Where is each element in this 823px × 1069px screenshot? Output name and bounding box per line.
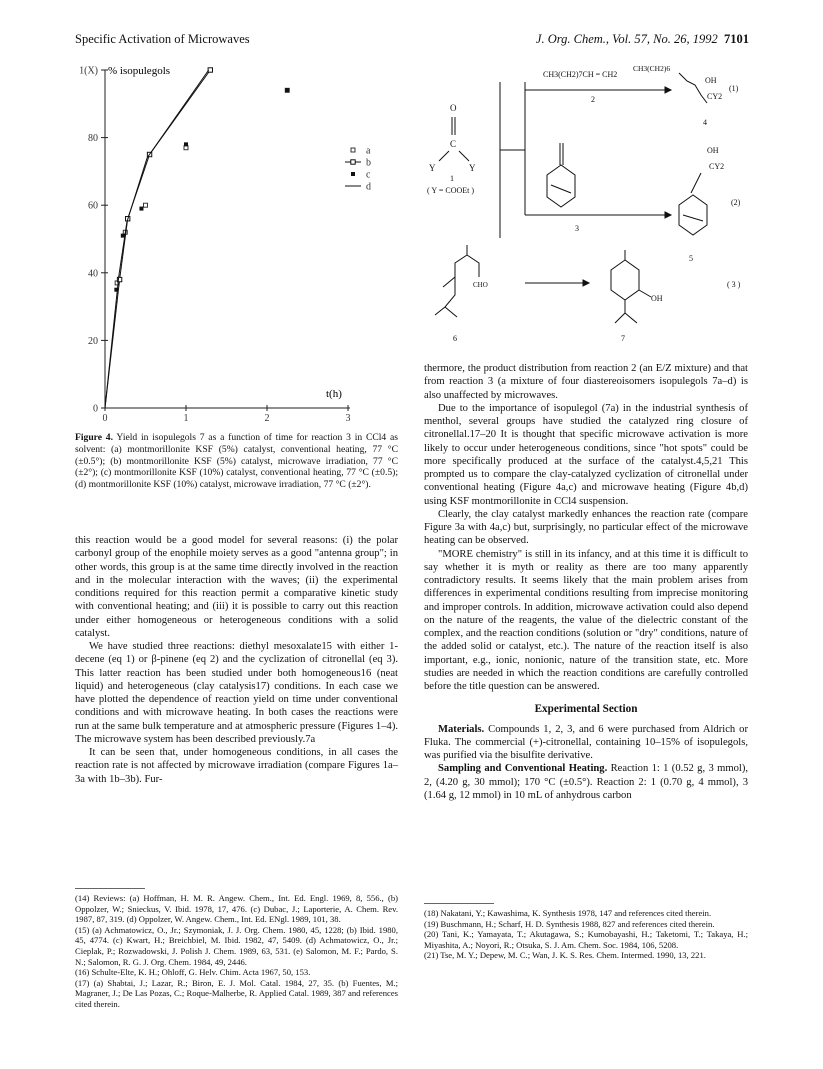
chart-legend bbox=[345, 146, 371, 193]
x-axis-label: t(h) bbox=[326, 388, 342, 400]
y-tick-label: 1(X) bbox=[79, 65, 98, 77]
product-5-cy2: CY2 bbox=[709, 162, 725, 171]
data-point bbox=[144, 203, 148, 207]
footnote: (20) Tani, K.; Yamayata, T.; Akutagawa, S.; Kumobayashi, H.; Taketomi, T.; Takaya, H.; Miyashita, A.; Noyori, R.; Otsuka, S. J. Am. Chem. Soc. 1984, 106, 5208. bbox=[424, 929, 748, 950]
legend-marker bbox=[351, 172, 355, 176]
x-tick-label: 3 bbox=[345, 413, 351, 424]
right-paragraph: "MORE chemistry" is still in its infancy, and at this time it is difficult to say whether it is myth or reality as there are too many apparently contradictory results. It seems likely that the main problem arises from differences in experimental conditions resulting from imprecise monitoring and improper controls. In addition, microwave activation could also depend on the nature of the reagents, the value of the dielectric constant of the complex, and the reaction conditions (solution or "dry" conditions, nature of the added solid or catalyst, etc.). The nature of the reaction itself is also important, e.g., ionic, nonionic, nature of the transition state, etc. More studies are needed in which the reaction conditions are carefully controlled before the title question can be answered. bbox=[424, 548, 748, 692]
eq-3-label: ( 3 ) bbox=[727, 280, 741, 289]
footnote: (17) (a) Shabtai, J.; Lazar, R.; Biron, E. J. Mol. Catal. 1984, 27, 35. (b) Fuentes, M.; Magraner, J.; De Las Pozas, C.; Roque-Malherbe, R. Applied Catal. 1989, 387 and references cited therein. bbox=[75, 977, 398, 1009]
series-d-line bbox=[105, 70, 209, 408]
materials-label: Materials. bbox=[438, 723, 485, 735]
series-b-line bbox=[105, 70, 210, 408]
series-a bbox=[115, 88, 289, 285]
left-paragraph: We have studied three reactions: diethyl mesoxalate15 with either 1-decene (eq 1) or β-pinene (eq 2) and the cyclization of citronellal (eq 3). This latter reaction has been studied under both homogeneous16 (neat liquid) and heterogeneous (clay catalysis17) conditions. In each case we have plotted the dependence of reaction yield on time under conventional conditions and with microwave heating. In both cases the reactions were run at the same bulk temperature and at atmospheric pressure (Figures 1–4). The microwave system has been described previously.7a bbox=[75, 641, 398, 745]
series-b bbox=[105, 68, 213, 408]
footnote: (15) (a) Achmatowicz, O., Jr.; Szymoniak, J. J. Org. Chem. 1980, 45, 1228; (b) Ibid. 1980, 45, 4774. (c) Kwart, H.; Breichbiel, M. Ibid. 1982, 47, 5409. (d) Achmatowicz, O., Jr.; Cieplak, P.; Rozwadowski, J. Polish J. Chem. 1989, 63, 531. (e) Salomon, M. F.; Pardo, S. N.; Salomon, R. G. J. Org. Chem. 1984, 49, 2446. bbox=[75, 924, 398, 967]
footnote: (18) Nakatani, Y.; Kawashima, K. Synthesis 1978, 147 and references cited therein. bbox=[424, 908, 712, 918]
chart-series bbox=[105, 68, 289, 408]
series-d bbox=[105, 70, 209, 408]
scheme-y-right: Y bbox=[469, 163, 476, 173]
eq-1-label: (1) bbox=[729, 84, 739, 93]
product-4-oh: OH bbox=[705, 76, 717, 85]
x-tick-label: 1 bbox=[183, 413, 189, 424]
product-5-label: 5 bbox=[689, 254, 693, 263]
product-4-label: 4 bbox=[703, 118, 707, 127]
footnote: (16) Schulte-Elte, K. H.; Ohloff, G. Helv. Chim. Acta 1967, 50, 153. bbox=[75, 967, 311, 978]
data-point bbox=[184, 142, 188, 146]
left-column-body bbox=[75, 534, 398, 786]
compound-6-label: 6 bbox=[453, 334, 457, 343]
legend-label-a: a bbox=[366, 145, 371, 157]
materials-paragraph bbox=[424, 723, 748, 763]
reaction-scheme bbox=[415, 55, 750, 355]
figure-4-caption bbox=[75, 432, 398, 491]
data-point bbox=[208, 68, 212, 72]
product-4-cy2: CY2 bbox=[707, 92, 723, 101]
sampling-label: Sampling and Conventional Heating. bbox=[438, 763, 608, 775]
eq-2-label: (2) bbox=[731, 198, 741, 207]
sampling-text: Reaction 1: 1 (0.52 g, 3 mmol), 2, (4.20 g, 30 mmol); 170 °C (±0.5°). Reaction 2: 1 (0.70 g, 4 mmol), 3 (1.64 g, 12 mmol) in 10 mL of anhydrous carbon bbox=[424, 763, 748, 801]
scheme-y-left: Y bbox=[429, 163, 436, 173]
scheme-c: C bbox=[450, 139, 457, 149]
compound-7-label: 7 bbox=[621, 334, 625, 343]
footnote: (14) Reviews: (a) Hoffman, H. M. R. Angew. Chem., Int. Ed. Engl. 1969, 8, 556., (b) Oppolzer, W.; Snieckus, V. Ibid. 1978, 17, 476. (c) Dubac, J.; Laporterie, A. Chem. Rev. 1987, 87, 319. (d) Oppolzer, W. Angew. Chem., Int. Ed. ENgl. 1989, 101, 38. bbox=[75, 893, 398, 925]
chart-axes bbox=[105, 70, 350, 408]
legend-marker bbox=[351, 148, 355, 152]
y-tick-label: 40 bbox=[88, 268, 98, 280]
right-paragraph: thermore, the product distribution from reaction 2 (an E/Z mixture) and that from reaction 3 (a mixture of four diastereoisomers isopulegols 7a–d) is also unaffected by microwaves. bbox=[424, 363, 748, 401]
series-c bbox=[114, 88, 289, 291]
reagent-3-label: 3 bbox=[575, 224, 579, 233]
chart-ticks bbox=[79, 66, 350, 425]
data-point bbox=[285, 88, 289, 92]
footnotes-left bbox=[75, 893, 398, 1010]
x-tick-label: 2 bbox=[264, 413, 270, 424]
figure-4-chart bbox=[68, 58, 398, 428]
right-column-body bbox=[424, 362, 748, 802]
legend-label-b: b bbox=[366, 157, 371, 169]
right-paragraph: Clearly, the clay catalyst markedly enhances the reaction rate (compare Figure 3a with 4a,c) but, surprisingly, no particular effect of the microwave heating can be observed. bbox=[424, 508, 748, 547]
scheme-o: O bbox=[450, 103, 457, 113]
section-heading: Experimental Section bbox=[534, 703, 638, 716]
reagent-2-formula: CH3(CH2)7CH = CH2 bbox=[543, 70, 618, 79]
left-paragraph: It can be seen that, under homogeneous conditions, in all cases the reaction rate is not affected by microwave irradiation (compare Figures 1a–3a with 1b–3b). Fur- bbox=[75, 747, 398, 785]
footnote: (21) Tse, M. Y.; Depew, M. C.; Wan, J. K. S. Res. Chem. Intermed. 1990, 13, 221. bbox=[424, 950, 706, 961]
journal-citation: J. Org. Chem., Vol. 57, No. 26, 1992 bbox=[535, 32, 718, 46]
x-tick-label: 0 bbox=[102, 413, 108, 424]
figure-caption-label: Figure 4. bbox=[75, 432, 113, 443]
legend-label-c: c bbox=[366, 169, 371, 181]
data-point bbox=[139, 207, 143, 211]
compound-1-label: 1 bbox=[450, 174, 454, 183]
running-header-journal bbox=[536, 32, 749, 47]
compound-6-cho: CHO bbox=[473, 281, 488, 289]
figure-caption-text: Yield in isopulegols 7 as a function of time for reaction 3 in CCl4 as solvent: (a) montmorillonite KSF (5%) catalyst, conventional heating, 77 °C (±0.5°); (b) montmorillonite KSF (5%) catalyst, microwave irradiation, 77 °C (±2°); (c) montmorillonite KSF (10%) catalyst, conventional heating, 77 °C (±0.5); (d) montmorillonite KSF (10%) catalyst, microwave irradiation, 77 °C (±2°). bbox=[75, 432, 398, 491]
running-header-title: Specific Activation of Microwaves bbox=[75, 32, 250, 46]
legend-marker bbox=[351, 160, 355, 164]
reagent-2-label: 2 bbox=[591, 95, 595, 104]
page-number: 7101 bbox=[724, 32, 749, 46]
compound-7-oh: OH bbox=[651, 294, 663, 303]
y-tick-label: 60 bbox=[88, 200, 98, 212]
right-paragraph: Due to the importance of isopulegol (7a) in the industrial synthesis of menthol, several groups have studied the catalyzed ring closure of citronellal.17–20 It is thought that specific microwave activation is more likely to occur under heterogeneous conditions, since "hot spots" could be more specifically produced at the surface of the catalyst.4,5,21 This prompted us to compare the clay-catalyzed cyclization of citronellal under conventional heating (Figure 4a,c) and microwave heating (Figure 4b,d) using KSF montmorillonite in CCl4 suspension. bbox=[424, 402, 748, 507]
y-tick-label: 20 bbox=[88, 335, 98, 347]
legend-label-d: d bbox=[366, 181, 371, 193]
footnote-rule-left bbox=[75, 888, 145, 889]
product-4-formula: CH3(CH2)6 bbox=[633, 64, 671, 73]
footnote: (19) Buschmann, H.; Scharf, H. D. Synthesis 1988, 827 and references cited therein. bbox=[424, 918, 715, 929]
product-5-oh: OH bbox=[707, 146, 719, 155]
materials-text: Compounds 1, 2, 3, and 6 were purchased from Aldrich or Fluka. The commercial (+)-citronellal, containing 10–15% of isopulegols, was purified via the bisulfite derivative. bbox=[424, 723, 748, 761]
y-axis-label: % isopulegols bbox=[108, 65, 171, 77]
footnote-rule-right bbox=[424, 903, 494, 904]
y-tick-label: 80 bbox=[88, 133, 98, 145]
sampling-paragraph bbox=[424, 762, 748, 802]
y-tick-label: 0 bbox=[93, 403, 98, 415]
left-paragraph: this reaction would be a good model for several reasons: (i) the polar carbonyl group of the enophile moiety serves as a good "antenna group"; in other words, this group is at the same time directly involved in the reaction and in the molecular interaction with the waves; (ii) the experimental conditions required for this reaction permit a comparative kinetic study with conventional heating; and (iii) it is possible to carry out this reaction under either homogeneous or heterogeneous conditions with a solid catalyst. bbox=[75, 535, 398, 639]
footnotes-right bbox=[424, 908, 748, 961]
compound-1-sub: ( Y = COOEt ) bbox=[427, 186, 475, 195]
